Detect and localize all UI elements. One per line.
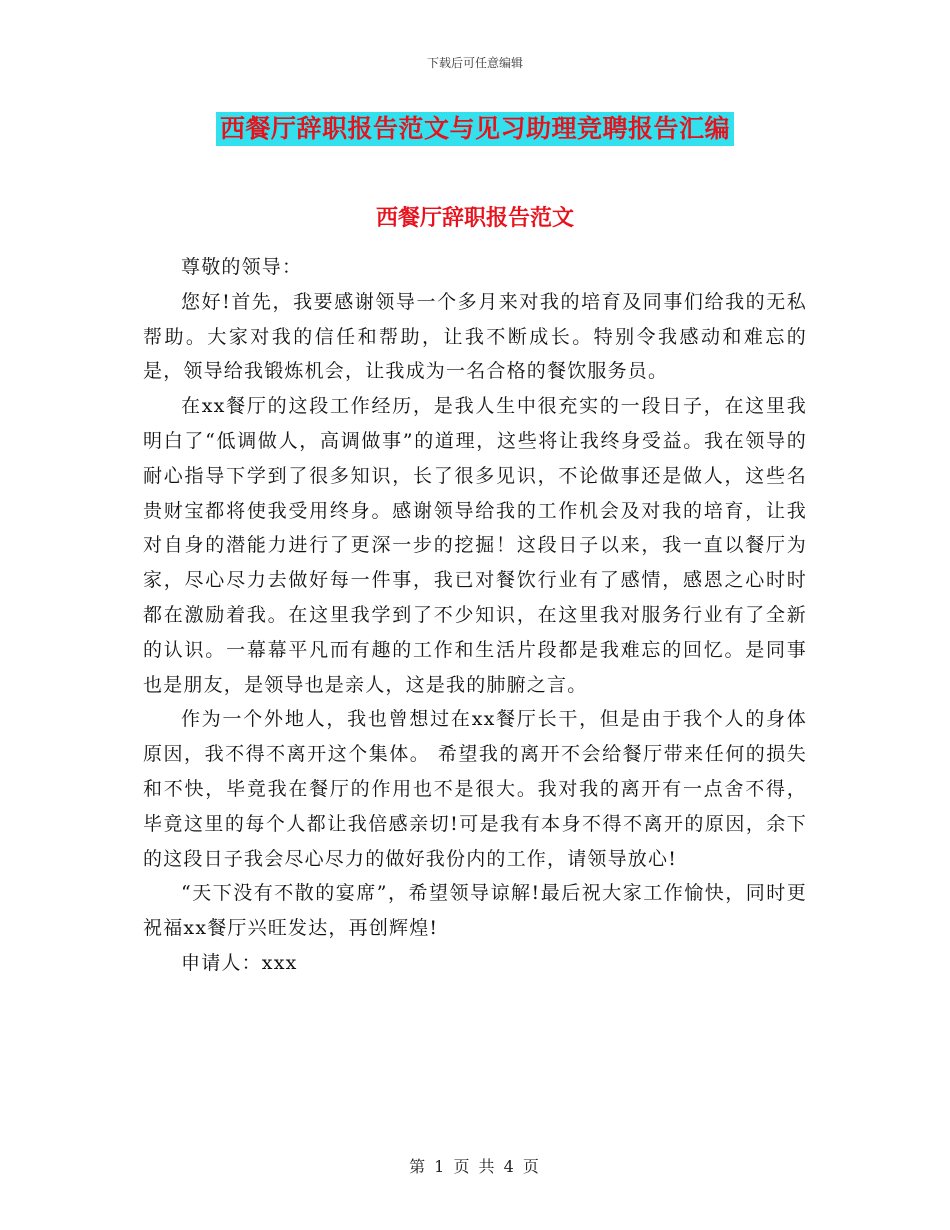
page-number: 第 1 页 共 4 页 <box>409 1157 541 1176</box>
applicant-signature: 申请人：xxx <box>181 951 298 974</box>
paragraph: “天下没有不散的宴席”，希望领导谅解!最后祝大家工作愉快，同时更祝福xx餐厅兴旺发达，再创辉煌! <box>143 882 807 940</box>
paragraph: 您好!首先，我要感谢领导一个多月来对我的培育及同事们给我的无私帮助。大家对我的信任和帮助，让我不断成长。特别令我感动和难忘的是，领导给我锻炼机会，让我成为一名合格的餐饮服务员。 <box>143 290 807 383</box>
main-title: 西餐厅辞职报告范文与见习助理竞聘报告汇编 <box>216 112 734 146</box>
main-title-container <box>0 112 950 146</box>
paragraph: 在xx餐厅的这段工作经历，是我人生中很充实的一段日子，在这里我明白了“低调做人，高调做事”的道理，这些将让我终身受益。我在领导的耐心指导下学到了很多知识，长了很多见识，不论做事还是做人，这些名贵财宝都将使我受用终身。感谢领导给我的工作机会及对我的培育，让我对自身的潜能力进行了更深一步的挖掘！这段日子以来，我一直以餐厅为家，尽心尽力去做好每一件事，我已对餐饮行业有了感情，感恩之心时时都在激励着我。在这里我学到了不少知识，在这里我对服务行业有了全新的认识。一幕幕平凡而有趣的工作和生活片段都是我难忘的回忆。是同事也是朋友，是领导也是亲人，这是我的肺腑之言。 <box>143 395 807 696</box>
header-note: 下载后可任意编辑 <box>426 56 523 70</box>
paragraph: 作为一个外地人，我也曾想过在xx餐厅长干，但是由于我个人的身体原因，我不得不离开这个集体。 希望我的离开不会给餐厅带来任何的损失和不快，毕竟我在餐厅的作用也不是很大。我对我的离开有一点舍不得，毕竟这里的每个人都让我倍感亲切!可是我有本身不得不离开的原因，余下的这段日子我会尽心尽力的做好我份内的工作，请领导放心! <box>143 708 807 870</box>
section-title: 西餐厅辞职报告范文 <box>375 205 574 231</box>
salutation: 尊敬的领导： <box>181 256 303 278</box>
letter-body <box>143 250 807 981</box>
